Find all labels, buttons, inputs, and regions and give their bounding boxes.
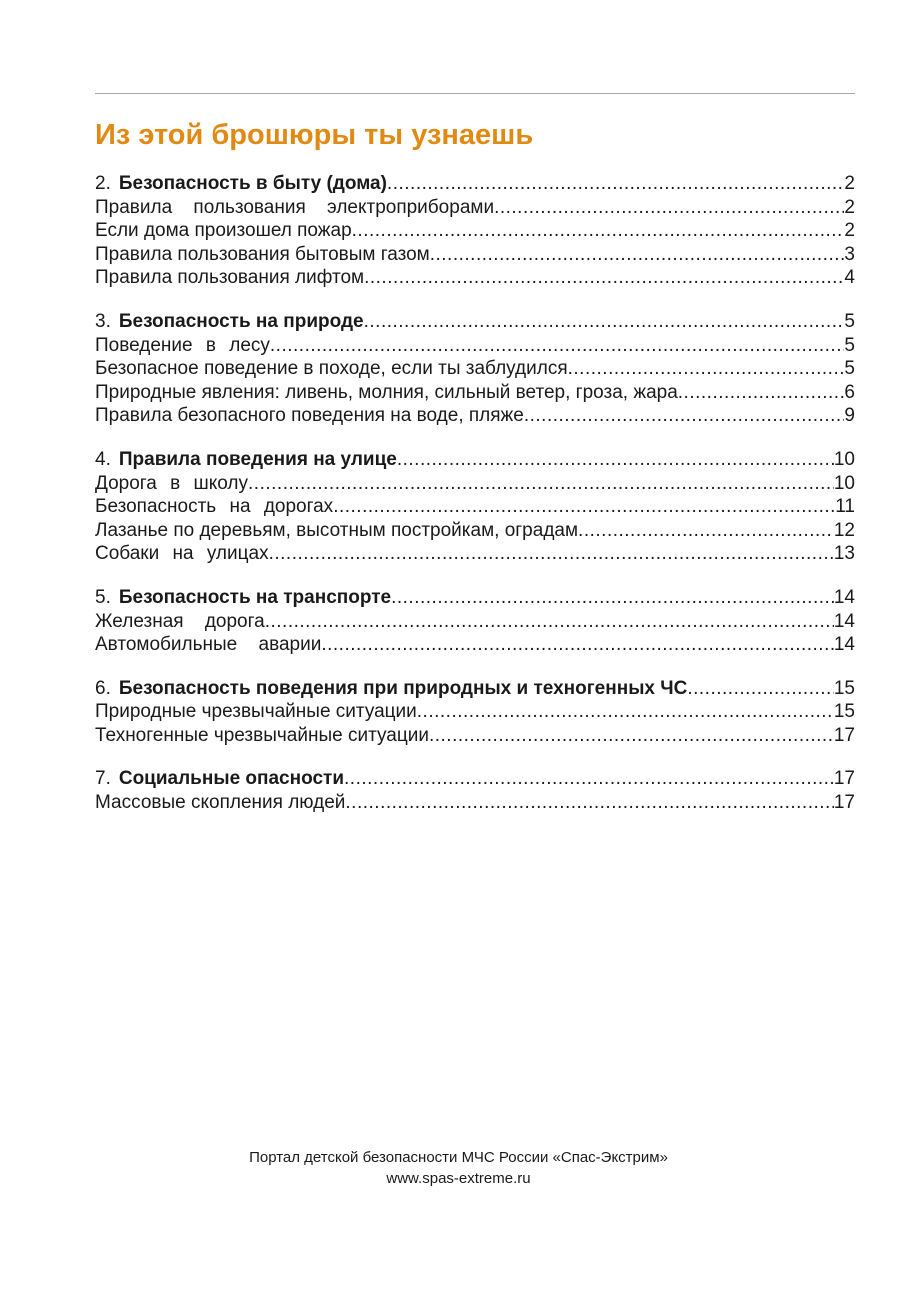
footer-website-link[interactable]: www.spas-extreme.ru bbox=[386, 1170, 531, 1187]
section-title: Безопасность на транспорте bbox=[118, 586, 392, 608]
toc-item[interactable] bbox=[95, 495, 855, 519]
section-title: Безопасность на природе bbox=[118, 310, 364, 332]
page-number: 6 bbox=[844, 381, 855, 403]
toc-item[interactable] bbox=[95, 472, 855, 496]
page-title: Из этой брошюры ты узнаешь bbox=[95, 119, 534, 151]
toc-item[interactable] bbox=[95, 196, 855, 220]
page-number: 12 bbox=[833, 519, 855, 541]
dot-leader bbox=[344, 767, 834, 791]
dot-leader bbox=[391, 586, 834, 610]
toc-item[interactable] bbox=[95, 610, 855, 634]
section-number: 4. bbox=[95, 448, 111, 470]
dot-leader bbox=[265, 610, 834, 634]
toc-heading-text bbox=[95, 448, 397, 472]
footer-portal-name: Портал детской безопасности МЧС России «Спас-Экстрим» bbox=[249, 1149, 668, 1166]
toc-heading-text bbox=[95, 310, 364, 334]
toc-heading-text bbox=[95, 172, 387, 196]
section-title: Безопасность поведения при природных и техногенных ЧС bbox=[118, 677, 688, 699]
top-rule bbox=[95, 93, 855, 94]
toc-item-text: Лазанье по деревьям, высотным постройкам, оградам bbox=[95, 519, 579, 541]
dot-leader bbox=[269, 542, 834, 566]
toc-section-heading[interactable] bbox=[95, 767, 855, 791]
toc-item-text: Правила пользования лифтом bbox=[95, 267, 365, 289]
toc-item[interactable] bbox=[95, 791, 855, 815]
toc-section bbox=[95, 172, 855, 290]
dot-leader bbox=[387, 172, 845, 196]
dot-leader bbox=[248, 472, 834, 496]
page-number: 11 bbox=[835, 496, 855, 518]
toc-section bbox=[95, 586, 855, 657]
table-of-contents bbox=[95, 172, 855, 835]
dot-leader bbox=[352, 219, 845, 243]
toc-section bbox=[95, 677, 855, 748]
section-title: Правила поведения на улице bbox=[118, 448, 397, 470]
toc-section-heading[interactable] bbox=[95, 172, 855, 196]
toc-item-text: Правила безопасного поведения на воде, пляже bbox=[95, 405, 524, 427]
section-number: 6. bbox=[95, 677, 111, 699]
page-number: 10 bbox=[833, 448, 855, 470]
dot-leader bbox=[687, 677, 834, 701]
toc-item[interactable] bbox=[95, 519, 855, 543]
toc-item[interactable] bbox=[95, 724, 855, 748]
toc-item-text: Безопасное поведение в походе, если ты заблудился bbox=[95, 358, 568, 380]
page-number: 17 bbox=[833, 768, 855, 790]
dot-leader bbox=[333, 495, 835, 519]
footer bbox=[0, 1147, 917, 1189]
toc-item-text: Автомобильные аварии bbox=[95, 634, 322, 656]
dot-leader bbox=[364, 310, 845, 334]
section-title: Безопасность в быту (дома) bbox=[118, 173, 387, 194]
toc-section-heading[interactable] bbox=[95, 677, 855, 701]
toc-heading-text bbox=[95, 767, 344, 791]
toc-item-text: Собаки на улицах bbox=[95, 543, 269, 565]
toc-item[interactable] bbox=[95, 266, 855, 290]
dot-leader bbox=[524, 404, 845, 428]
page-number: 14 bbox=[833, 586, 855, 608]
toc-heading-text bbox=[95, 586, 391, 610]
toc-item[interactable] bbox=[95, 633, 855, 657]
toc-item[interactable] bbox=[95, 542, 855, 566]
toc-item[interactable] bbox=[95, 404, 855, 428]
toc-section bbox=[95, 310, 855, 428]
dot-leader bbox=[430, 243, 845, 267]
toc-section-heading[interactable] bbox=[95, 448, 855, 472]
dot-leader bbox=[270, 334, 845, 358]
page-number: 13 bbox=[833, 543, 855, 565]
section-title: Социальные опасности bbox=[118, 768, 345, 790]
page-number: 17 bbox=[833, 724, 855, 746]
page-number: 2 bbox=[844, 196, 855, 218]
toc-section bbox=[95, 767, 855, 814]
dot-leader bbox=[678, 381, 845, 405]
section-number: 7. bbox=[95, 768, 111, 790]
toc-item[interactable] bbox=[95, 219, 855, 243]
toc-item-text: Правила пользования электроприборами bbox=[95, 196, 495, 218]
page-number: 14 bbox=[833, 610, 855, 632]
toc-item-text: Природные чрезвычайные ситуации bbox=[95, 701, 417, 723]
page-number: 17 bbox=[833, 792, 855, 814]
section-number: 2. bbox=[95, 173, 111, 194]
page-number: 5 bbox=[844, 358, 855, 380]
page-number: 3 bbox=[844, 243, 855, 265]
dot-leader bbox=[321, 633, 834, 657]
page-number: 15 bbox=[833, 677, 855, 699]
toc-item-text: Железная дорога bbox=[95, 610, 265, 632]
dot-leader bbox=[429, 724, 834, 748]
dot-leader bbox=[578, 519, 834, 543]
toc-item[interactable] bbox=[95, 357, 855, 381]
dot-leader bbox=[364, 266, 844, 290]
dot-leader bbox=[417, 700, 834, 724]
section-number: 3. bbox=[95, 310, 111, 332]
toc-item-text: Безопасность на дорогах bbox=[95, 496, 334, 518]
section-number: 5. bbox=[95, 586, 111, 608]
page-number: 9 bbox=[844, 405, 855, 427]
toc-section-heading[interactable] bbox=[95, 586, 855, 610]
toc-item-text: Техногенные чрезвычайные ситуации bbox=[95, 724, 429, 746]
toc-section-heading[interactable] bbox=[95, 310, 855, 334]
toc-item-text: Поведение в лесу bbox=[95, 334, 270, 356]
toc-item-text: Природные явления: ливень, молния, сильный ветер, гроза, жара bbox=[95, 381, 678, 403]
page-number: 2 bbox=[844, 173, 855, 194]
toc-item[interactable] bbox=[95, 381, 855, 405]
toc-item-text: Если дома произошел пожар bbox=[95, 220, 352, 242]
page-number: 14 bbox=[833, 634, 855, 656]
page-number: 15 bbox=[833, 701, 855, 723]
toc-item-text: Массовые скопления людей bbox=[95, 792, 346, 814]
toc-item[interactable] bbox=[95, 243, 855, 267]
dot-leader bbox=[494, 196, 844, 220]
dot-leader bbox=[568, 357, 845, 381]
toc-item-text: Дорога в школу bbox=[95, 472, 249, 494]
toc-section bbox=[95, 448, 855, 566]
toc-item[interactable] bbox=[95, 334, 855, 358]
toc-item[interactable] bbox=[95, 700, 855, 724]
page-number: 4 bbox=[844, 267, 855, 289]
dot-leader bbox=[345, 791, 833, 815]
page-number: 5 bbox=[844, 310, 855, 332]
dot-leader bbox=[397, 448, 834, 472]
page-number: 10 bbox=[833, 472, 855, 494]
page-number: 5 bbox=[844, 334, 855, 356]
toc-heading-text bbox=[95, 677, 687, 701]
toc-item-text: Правила пользования бытовым газом bbox=[95, 243, 430, 265]
page-number: 2 bbox=[844, 220, 855, 242]
